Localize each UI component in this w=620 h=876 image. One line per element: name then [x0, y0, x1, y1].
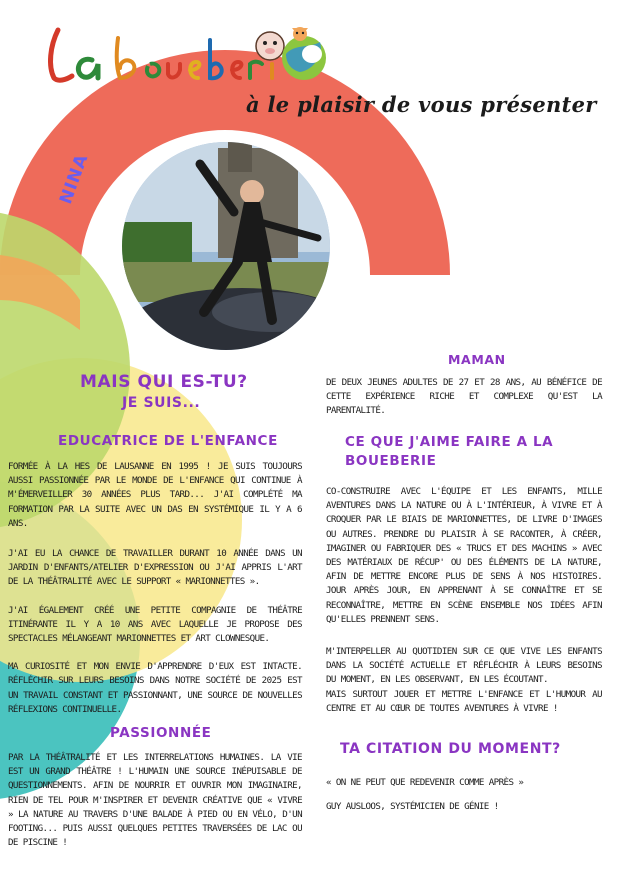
tagline: à le plaisir de vous présenter: [246, 92, 597, 117]
photo-illustration: [122, 142, 330, 350]
section-title-maman: MAMAN: [448, 352, 506, 367]
passionnee-text: [8, 751, 302, 850]
section-title-citation: TA CITATION DU MOMENT?: [340, 741, 561, 757]
boueberie-logo: [40, 16, 300, 90]
section-title-aime-line2: BOUEBERIE: [345, 453, 437, 469]
aime-paragraph: CO-CONSTRUIRE AVEC L'ÉQUIPE ET LES ENFANTS, MILLE AVENTURES DANS LA NATURE OU À L'INTÉRIEUR, À VIVRE ET À CROQUER PAR LE BIAIS DE MARIONNETTES, DE LIVRE D'IMAGES OU AUTRES. PRENDRE DU PLAISIR À SE RACONTER, À CRÉER, IMAGINER OU FABRIQUER DES « TRUCS ET DES MACHINS » AVEC DES MATÉRIAUX DE RÉCUP' OU DES ÉLÉMENTS DE LA NATURE, AFIN DE METTRE ENCORE PLUS DE SENS À NOS HISTOIRES. JOUR APRÈS JOUR, EN APPRENANT À SE CONNAÎTRE ET SE RECONNAÎTRE, METTRE EN SCÈNE ENSEMBLE NOS IDÉES AFIN QU'ELLES PRENNENT SENS.: [326, 486, 602, 625]
educatrice-text: [8, 460, 302, 717]
aime-paragraph: M'INTERPELLER AU QUOTIDIEN SUR CE QUE VIVE LES ENFANTS DANS LA SOCIÉTÉ ACTUELLE ET RÉFLÉCHIR À LEURS BESOINS DU MOMENT, EN LES OBSERVANT, EN LES ÉCOUTANT.: [326, 646, 602, 686]
passionnee-paragraph: PAR LA THÉÂTRALITÉ ET LES INTERRELATIONS HUMAINES. LA VIE EST UN GRAND THÉÂTRE ! L'HUMAIN UNE SOURCE INÉPUISABLE DE QUESTIONNEMENTS. AFIN DE NOURRIR ET OUVRIR MON IMAGINAIRE, RIEN DE TEL POUR M'INSPIRER ET DEVENIR CRÉATIVE QUE « VIVRE » LA NATURE AU TRAVERS D'UNE BALADE À PIED OU EN VÉLO, D'UN FOOTING... PUIS AUSSI QUELQUES PETITES TRAVERSÉES DE LAC OU DE PISCINE !: [8, 752, 302, 849]
aime-paragraph: MAIS SURTOUT JOUER ET METTRE L'ENFANCE ET L'HUMOUR AU CENTRE ET AU CŒUR DE TOUTES AVENTURES À VIVRE !: [326, 688, 602, 714]
aime-text: [326, 485, 602, 716]
educatrice-paragraph: J'AI ÉGALEMENT CRÉÉ UNE PETITE COMPAGNIE DE THÉÂTRE ITINÉRANTE IL Y A 10 ANS AVEC LAQUELLE JE PROPOSE DES SPECTACLES MÉLANGEANT MARIONNETTES ET ART CLOWNESQUE.: [8, 604, 302, 645]
educatrice-paragraph: FORMÉE À LA HES DE LAUSANNE EN 1995 ! JE SUIS TOUJOURS AUSSI PASSIONNÉE PAR LE MONDE DE L'ENFANCE QUI CONTINUE À M'ÉMERVEILLER 30 ANNÉES PLUS TARD... J'AI COMPLÉTÉ MA FORMATION PAR LA SUITE AVEC UN DAS EN SYSTÉMIQUE IL Y A 6 ANS.: [8, 461, 302, 529]
educatrice-paragraph: MA CURIOSITÉ ET MON ENVIE D'APPRENDRE D'EUX EST INTACTE. RÉFLÉCHIR SUR LEURS BESOINS DANS NOTRE SOCIÉTÉ DE 2025 EST UN TRAVAIL CONSTANT ET PASSIONNANT, UNE SOURCE DE NOUVELLES RÉFLEXIONS CONTINUELLE.: [8, 661, 302, 715]
profile-photo: [122, 142, 330, 350]
citation-author: GUY AUSLOOS, SYSTÉMICIEN DE GÉNIE !: [326, 801, 499, 812]
maman-text: DE DEUX JEUNES ADULTES DE 27 ET 28 ANS, AU BÉNÉFICE DE CETTE EXPÉRIENCE RICHE ET COMPLEXE QU'EST LA PARENTALITÉ.: [326, 377, 602, 417]
intro-answer: JE SUIS...: [122, 395, 201, 411]
section-title-passionnee: PASSIONNÉE: [110, 725, 212, 741]
citation-quote: « ON NE PEUT QUE REDEVENIR COMME APRÈS »: [326, 777, 524, 788]
educatrice-paragraph: J'AI EU LA CHANCE DE TRAVAILLER DURANT 10 ANNÉE DANS UN JARDIN D'ENFANTS/ATELIER D'EXPRESSION OU J'AI APPRIS L'ART DE LA THÉÂTRALITÉ AVEC LE SUPPORT « MARIONNETTES ».: [8, 548, 302, 588]
globe-mascot: [270, 14, 334, 84]
section-title-aime-line1: CE QUE J'AIME FAIRE A LA: [345, 434, 554, 450]
intro-question: MAIS QUI ES-TU?: [80, 372, 248, 392]
profile-name: NINA: [56, 151, 93, 207]
section-title-educatrice: EDUCATRICE DE L'ENFANCE: [58, 433, 278, 449]
